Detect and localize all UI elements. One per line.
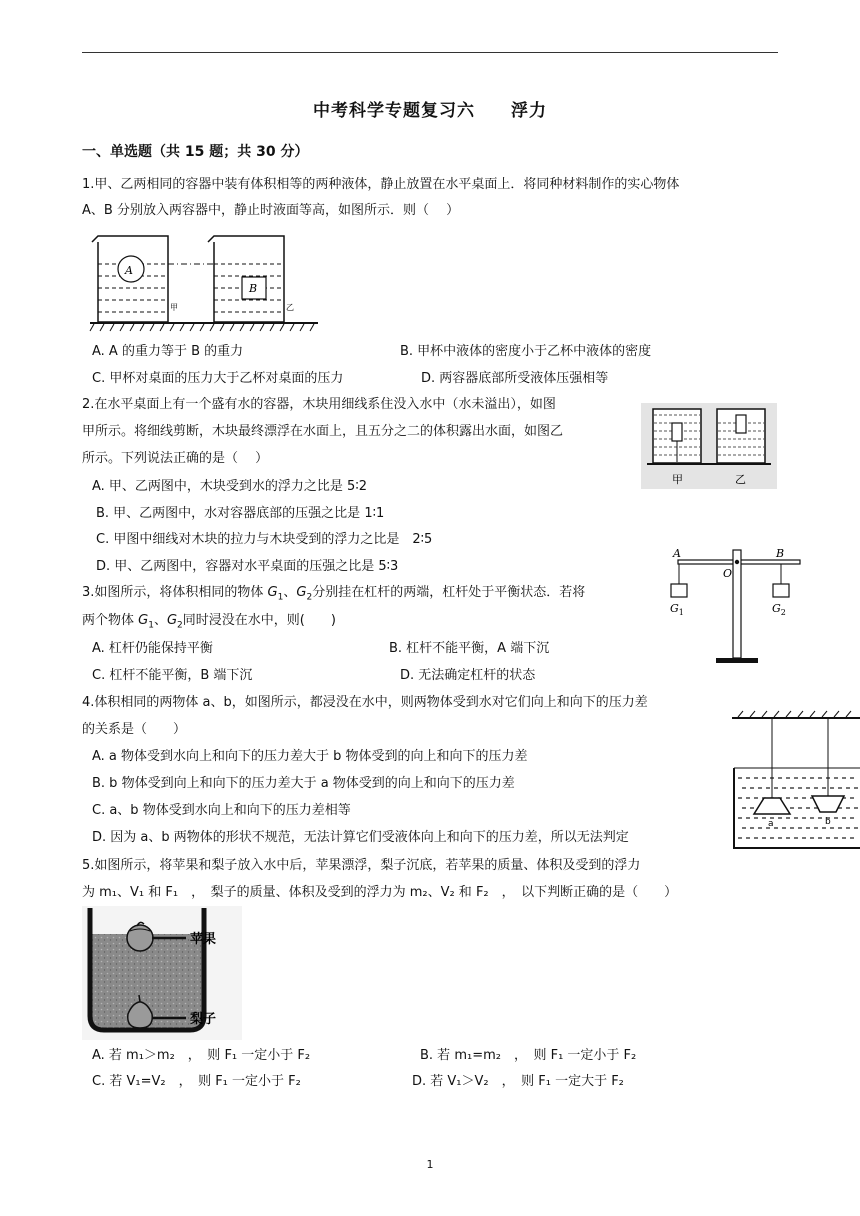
q2-text-line3: 所示。下列说法正确的是（ ） bbox=[82, 451, 269, 466]
q1-option-d[interactable]: D. 两容器底部所受液体压强相等 bbox=[421, 371, 609, 386]
header-rule bbox=[82, 52, 778, 53]
q1-option-c[interactable]: C. 甲杯对桌面的压力大于乙杯对桌面的压力 bbox=[92, 371, 344, 386]
q3-symbol-g2-sub: 2 bbox=[306, 592, 313, 603]
q1-text-line2: A、B 分别放入两容器中，静止时液面等高，如图所示．则（ ） bbox=[82, 203, 460, 218]
q3-fig-label-g2 bbox=[772, 602, 786, 617]
q3-symbol-g2: G bbox=[296, 585, 307, 600]
q4-text-line2: 的关系是（ ） bbox=[82, 722, 187, 737]
q3-text-line2 bbox=[82, 612, 336, 635]
q3-symbol-g1: G bbox=[138, 613, 149, 628]
q3-fig-g2-sub: 2 bbox=[780, 608, 786, 617]
q3-separator: 、 bbox=[283, 585, 297, 600]
section-heading: 一、单选题（共 15 题；共 30 分） bbox=[82, 144, 309, 160]
q3-figure bbox=[660, 546, 810, 668]
q3-fig-label-o: O bbox=[723, 567, 733, 580]
q1-fig-label-yi: 乙 bbox=[286, 303, 294, 312]
q2-fig-label-yi: 乙 bbox=[735, 473, 746, 486]
q4-option-a[interactable]: A. a 物体受到水向上和向下的压力差大于 b 物体受到的向上和向下的压力差 bbox=[92, 749, 528, 764]
q3-text-part: 分别挂在杠杆的两端，杠杆处于平衡状态．若将 bbox=[312, 585, 586, 600]
q3-text-part: 两个物体 bbox=[82, 613, 139, 628]
q2-text-line1: 2.在水平桌面上有一个盛有水的容器，木块用细线系住没入水中（水未溢出），如图 bbox=[82, 397, 556, 412]
q2-fig-label-jia: 甲 bbox=[672, 473, 683, 486]
q2-option-a[interactable]: A. 甲、乙两图中，木块受到水的浮力之比是 5∶2 bbox=[92, 479, 367, 494]
q4-fig-label-b: b bbox=[825, 817, 831, 827]
q3-fig-g2: G bbox=[772, 602, 781, 615]
page-number: 1 bbox=[426, 1158, 434, 1171]
q3-option-a[interactable]: A. 杠杆仍能保持平衡 bbox=[92, 641, 213, 656]
q1-text-line1: 1.甲、乙两相同的容器中装有体积相等的两种液体，静止放置在水平桌面上．将同种材料制作的实心物体 bbox=[82, 177, 680, 192]
q1-fig-label-b: B bbox=[249, 282, 258, 295]
page-title: 中考科学专题复习六 浮力 bbox=[313, 101, 547, 121]
q1-fig-label-jia: 甲 bbox=[170, 303, 178, 312]
q3-fig-label-g1 bbox=[670, 602, 684, 617]
q4-option-c[interactable]: C. a、b 物体受到水向上和向下的压力差相等 bbox=[92, 803, 351, 818]
q1-figure bbox=[90, 232, 320, 332]
q3-symbol-g2-sub: 2 bbox=[177, 620, 183, 631]
q3-option-d[interactable]: D. 无法确定杠杆的状态 bbox=[400, 668, 536, 683]
q5-text-line1: 5.如图所示，将苹果和梨子放入水中后，苹果漂浮，梨子沉底，若苹果的质量、体积及受到的浮力 bbox=[82, 858, 641, 873]
q2-option-b[interactable]: B. 甲、乙两图中，水对容器底部的压强之比是 1∶1 bbox=[96, 506, 385, 521]
q2-option-c[interactable]: C. 甲图中细线对木块的拉力与木块受到的浮力之比是 2∶5 bbox=[96, 532, 433, 547]
q4-figure bbox=[728, 708, 860, 854]
q4-text-line1: 4.体积相同的两物体 a、b，如图所示，都浸没在水中，则两物体受到水对它们向上和向下的压力差 bbox=[82, 695, 648, 710]
q2-figure bbox=[641, 403, 777, 489]
q2-text-line2: 甲所示。将细线剪断，木块最终漂浮在水面上，且五分之二的体积露出水面，如图乙 bbox=[82, 424, 564, 439]
q5-fig-label-pear: 梨子 bbox=[190, 1012, 217, 1027]
q5-fig-label-apple: 苹果 bbox=[190, 932, 217, 947]
q5-option-d[interactable]: D. 若 V₁＞V₂ ， 则 F₁ 一定大于 F₂ bbox=[412, 1074, 624, 1089]
q3-fig-label-b: B bbox=[776, 547, 785, 560]
q5-option-b[interactable]: B. 若 m₁=m₂ ， 则 F₁ 一定小于 F₂ bbox=[420, 1048, 637, 1063]
q3-separator: 、 bbox=[153, 613, 167, 628]
q3-text-line1 bbox=[82, 584, 585, 607]
q4-option-b[interactable]: B. b 物体受到向上和向下的压力差大于 a 物体受到的向上和向下的压力差 bbox=[92, 776, 515, 791]
q4-fig-label-a: a bbox=[768, 819, 774, 829]
q3-option-c[interactable]: C. 杠杆不能平衡，B 端下沉 bbox=[92, 668, 253, 683]
q3-fig-label-a: A bbox=[673, 547, 681, 560]
q2-option-d[interactable]: D. 甲、乙两图中，容器对水平桌面的压强之比是 5∶3 bbox=[96, 559, 399, 574]
q5-option-a[interactable]: A. 若 m₁＞m₂ ， 则 F₁ 一定小于 F₂ bbox=[92, 1048, 311, 1063]
q5-figure bbox=[82, 906, 242, 1040]
q5-option-c[interactable]: C. 若 V₁=V₂ ， 则 F₁ 一定小于 F₂ bbox=[92, 1074, 301, 1089]
q3-fig-g1-sub: 1 bbox=[678, 608, 684, 617]
q1-fig-label-a: A bbox=[125, 264, 133, 277]
q3-symbol-g1: G bbox=[267, 585, 278, 600]
q3-symbol-g2: G bbox=[166, 613, 178, 628]
q3-symbol-g1-sub: 1 bbox=[277, 592, 284, 603]
q1-option-a[interactable]: A. A 的重力等于 B 的重力 bbox=[92, 344, 244, 359]
q3-option-b[interactable]: B. 杠杆不能平衡，A 端下沉 bbox=[389, 641, 550, 656]
q3-text-part: 同时浸没在水中，则( ) bbox=[182, 613, 336, 628]
q5-text-line2: 为 m₁、V₁ 和 F₁ ， 梨子的质量、体积及受到的浮力为 m₂、V₂ 和 F₂ ， 以下判断正确的是（ ） bbox=[82, 885, 678, 900]
q3-symbol-g1-sub: 1 bbox=[148, 620, 154, 631]
q4-option-d[interactable]: D. 因为 a、b 两物体的形状不规范，无法计算它们受液体向上和向下的压力差，所以无法判定 bbox=[92, 830, 629, 845]
q1-option-b[interactable]: B. 甲杯中液体的密度小于乙杯中液体的密度 bbox=[400, 344, 652, 359]
q3-fig-g1: G bbox=[670, 602, 679, 615]
q3-text-part: 3.如图所示，将体积相同的物体 bbox=[82, 585, 268, 600]
